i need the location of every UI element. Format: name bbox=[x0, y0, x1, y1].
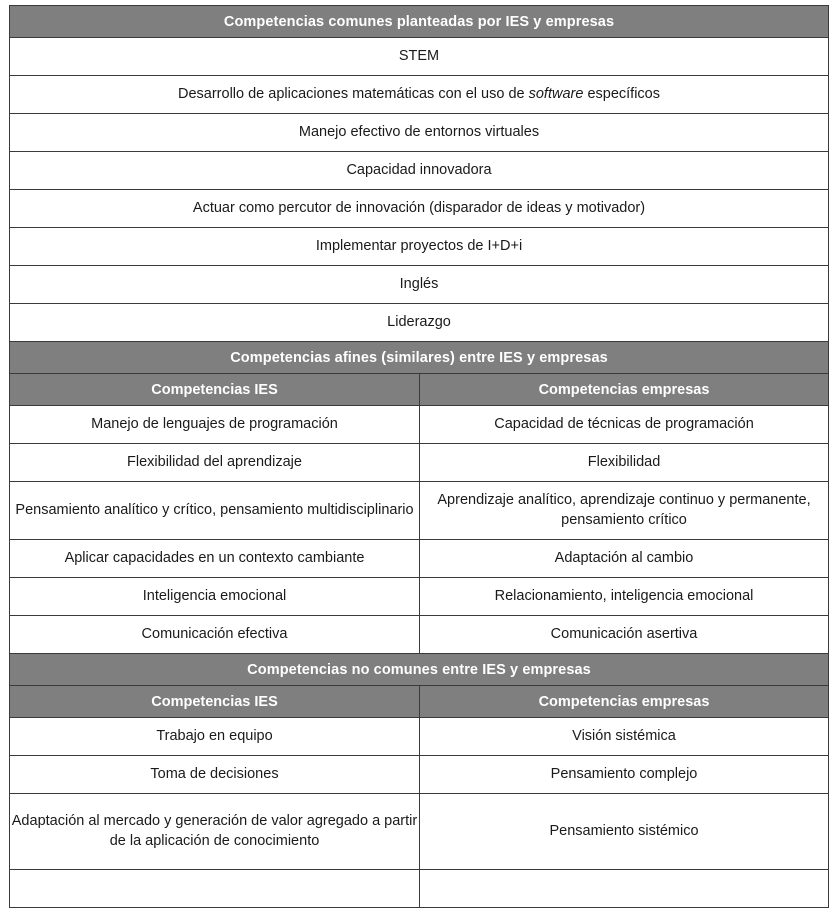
similar-ies-pensamiento-analitico: Pensamiento analítico y crítico, pensamiento multidisciplinario bbox=[10, 482, 420, 540]
notcommon-ies-trabajo-equipo: Trabajo en equipo bbox=[10, 718, 420, 756]
common-item-ingles: Inglés bbox=[10, 266, 829, 304]
similar-ies-comunicacion-efectiva: Comunicación efectiva bbox=[10, 616, 420, 654]
section-header-similar: Competencias afines (similares) entre IES y empresas bbox=[10, 342, 829, 374]
table-row bbox=[10, 114, 829, 152]
table-row bbox=[10, 718, 829, 756]
common-item-software bbox=[10, 76, 829, 114]
similar-empresas-relacionamiento: Relacionamiento, inteligencia emocional bbox=[420, 578, 829, 616]
similar-ies-flexibilidad-aprendizaje: Flexibilidad del aprendizaje bbox=[10, 444, 420, 482]
table-row-section-header bbox=[10, 6, 829, 38]
similar-empresas-adaptacion-cambio: Adaptación al cambio bbox=[420, 540, 829, 578]
table-row bbox=[10, 266, 829, 304]
notcommon-ies-truncated bbox=[10, 870, 420, 908]
table-row bbox=[10, 190, 829, 228]
table-row bbox=[10, 406, 829, 444]
column-header-empresas-similar: Competencias empresas bbox=[420, 374, 829, 406]
column-header-empresas-not-common: Competencias empresas bbox=[420, 686, 829, 718]
competencias-table bbox=[9, 5, 829, 908]
common-item-proyectos-idi: Implementar proyectos de I+D+i bbox=[10, 228, 829, 266]
table-row bbox=[10, 756, 829, 794]
text-after-italic: específicos bbox=[583, 85, 660, 102]
table-row bbox=[10, 794, 829, 870]
similar-ies-lenguajes-programacion: Manejo de lenguajes de programación bbox=[10, 406, 420, 444]
table-row-column-header bbox=[10, 374, 829, 406]
similar-empresas-tecnicas-programacion: Capacidad de técnicas de programación bbox=[420, 406, 829, 444]
table-row-section-header bbox=[10, 654, 829, 686]
common-item-capacidad-innovadora: Capacidad innovadora bbox=[10, 152, 829, 190]
column-header-ies-similar: Competencias IES bbox=[10, 374, 420, 406]
similar-ies-contexto-cambiante: Aplicar capacidades en un contexto cambiante bbox=[10, 540, 420, 578]
similar-empresas-flexibilidad: Flexibilidad bbox=[420, 444, 829, 482]
table-row bbox=[10, 540, 829, 578]
column-header-ies-not-common: Competencias IES bbox=[10, 686, 420, 718]
notcommon-empresas-pensamiento-sistemico: Pensamiento sistémico bbox=[420, 794, 829, 870]
table-row-truncated bbox=[10, 870, 829, 908]
italic-term-software: software bbox=[528, 85, 584, 102]
table-row bbox=[10, 38, 829, 76]
table-row bbox=[10, 578, 829, 616]
similar-ies-inteligencia-emocional: Inteligencia emocional bbox=[10, 578, 420, 616]
notcommon-ies-toma-decisiones: Toma de decisiones bbox=[10, 756, 420, 794]
common-item-software-text bbox=[10, 85, 828, 104]
notcommon-empresas-truncated bbox=[420, 870, 829, 908]
common-item-percutor-innovacion: Actuar como percutor de innovación (disparador de ideas y motivador) bbox=[10, 190, 829, 228]
table-row bbox=[10, 228, 829, 266]
notcommon-empresas-vision-sistemica: Visión sistémica bbox=[420, 718, 829, 756]
common-item-liderazgo: Liderazgo bbox=[10, 304, 829, 342]
notcommon-empresas-pensamiento-complejo: Pensamiento complejo bbox=[420, 756, 829, 794]
table-row bbox=[10, 304, 829, 342]
table-row bbox=[10, 444, 829, 482]
similar-empresas-comunicacion-asertiva: Comunicación asertiva bbox=[420, 616, 829, 654]
similar-empresas-aprendizaje-analitico: Aprendizaje analítico, aprendizaje continuo y permanente, pensamiento crítico bbox=[420, 482, 829, 540]
common-item-stem: STEM bbox=[10, 38, 829, 76]
table-row bbox=[10, 76, 829, 114]
table-row-section-header bbox=[10, 342, 829, 374]
section-header-not-common: Competencias no comunes entre IES y empresas bbox=[10, 654, 829, 686]
section-header-common: Competencias comunes planteadas por IES y empresas bbox=[10, 6, 829, 38]
table-row bbox=[10, 616, 829, 654]
text-before-italic: Desarrollo de aplicaciones matemáticas con el uso de bbox=[178, 85, 529, 102]
table-row-column-header bbox=[10, 686, 829, 718]
table-row bbox=[10, 152, 829, 190]
notcommon-ies-adaptacion-mercado: Adaptación al mercado y generación de valor agregado a partir de la aplicación de conocimiento bbox=[10, 794, 420, 870]
common-item-entornos-virtuales: Manejo efectivo de entornos virtuales bbox=[10, 114, 829, 152]
table-row bbox=[10, 482, 829, 540]
